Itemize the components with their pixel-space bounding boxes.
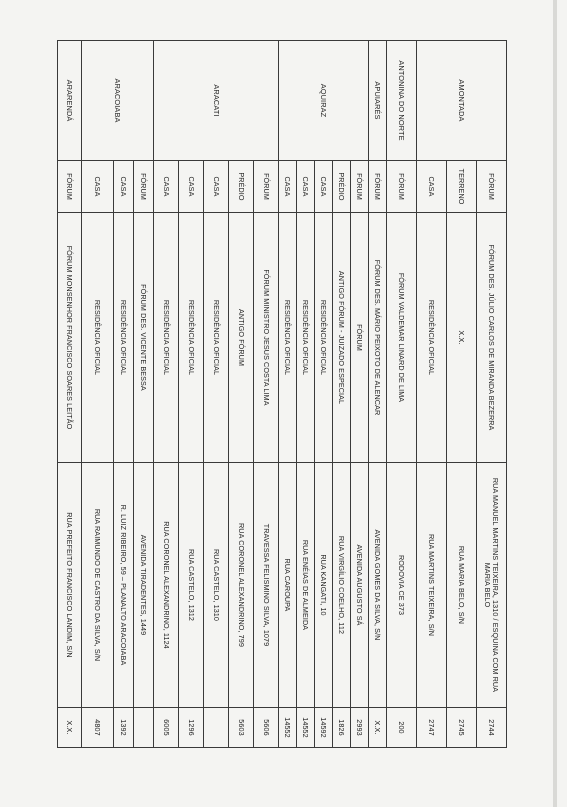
type-cell: CASA bbox=[154, 161, 179, 213]
address-cell: RUA CAROUPA bbox=[279, 463, 297, 708]
type-cell: CASA bbox=[179, 161, 204, 213]
city-cell: AQUIRAZ bbox=[279, 41, 369, 161]
type-cell: FÓRUM bbox=[387, 161, 417, 213]
address-cell: RUA CORONEL ALEXANDRINO, 799 bbox=[229, 463, 254, 708]
table-row bbox=[134, 41, 154, 748]
address-cell: R. LUIZ RIBEIRO, 59 – PLANALTO ARACOIABA bbox=[114, 463, 134, 708]
city-cell: ARACOIABA bbox=[82, 41, 154, 161]
code-cell: 4807 bbox=[82, 708, 114, 748]
name-cell: FÓRUM DES. JÚLIO CARLOS DE MIRANDA BEZERRA bbox=[477, 213, 507, 463]
address-cell: RUA MARIA BELO, S/N bbox=[447, 463, 477, 708]
type-cell: CASA bbox=[82, 161, 114, 213]
name-cell: RESIDÊNCIA OFICIAL bbox=[179, 213, 204, 463]
type-cell: CASA bbox=[204, 161, 229, 213]
type-cell: FÓRUM bbox=[477, 161, 507, 213]
type-cell: FÓRUM bbox=[351, 161, 369, 213]
rotated-scan bbox=[65, 40, 507, 747]
city-cell: APUIARÉS bbox=[369, 41, 387, 161]
name-cell: RESIDÊNCIA OFICIAL bbox=[315, 213, 333, 463]
address-cell: TRAVESSA FELISMINO SILVA, 1079 bbox=[254, 463, 279, 708]
address-cell: RUA MARTINS TEIXEIRA, S/N bbox=[417, 463, 447, 708]
name-cell: RESIDÊNCIA OFICIAL bbox=[204, 213, 229, 463]
type-cell: FÓRUM bbox=[254, 161, 279, 213]
address-cell: AVENIDA TIRADENTES, 1449 bbox=[134, 463, 154, 708]
address-cell: RUA ENÉIAS DE ALMEIDA bbox=[297, 463, 315, 708]
code-cell: 2744 bbox=[477, 708, 507, 748]
name-cell: ANTIGO FÓRUM - JUIZADO ESPECIAL bbox=[333, 213, 351, 463]
name-cell: FÓRUM VALDEMAR LINARD DE LIMA bbox=[387, 213, 417, 463]
table-row bbox=[351, 41, 369, 748]
code-cell: 200 bbox=[387, 708, 417, 748]
address-cell: RUA RAIMUNDO DE CASTRO DA SILVA, S/N bbox=[82, 463, 114, 708]
type-cell: CASA bbox=[417, 161, 447, 213]
city-cell: AMONTADA bbox=[417, 41, 507, 161]
address-cell: RUA MANUEL MARTINS TEIXEIRA, 1310 / ESQUINA COM RUA MARIA BELO bbox=[477, 463, 507, 708]
type-cell: CASA bbox=[114, 161, 134, 213]
city-cell: ARARENDÁ bbox=[58, 41, 82, 161]
table-row bbox=[477, 41, 507, 748]
code-cell: 1392 bbox=[114, 708, 134, 748]
address-cell: RUA PREFEITO FRANCISCO LANDIM, S/N bbox=[58, 463, 82, 708]
code-cell: 2747 bbox=[417, 708, 447, 748]
type-cell: FÓRUM bbox=[58, 161, 82, 213]
code-cell: 5603 bbox=[229, 708, 254, 748]
code-cell bbox=[204, 708, 229, 748]
code-cell: 1296 bbox=[179, 708, 204, 748]
type-cell: PRÉDIO bbox=[229, 161, 254, 213]
code-cell: 5606 bbox=[254, 708, 279, 748]
name-cell: FÓRUM MINISTRO JESUS COSTA LIMA bbox=[254, 213, 279, 463]
city-cell: ANTONINA DO NORTE bbox=[387, 41, 417, 161]
type-cell: PRÉDIO bbox=[333, 161, 351, 213]
address-cell: RUA CASTELO, 1312 bbox=[179, 463, 204, 708]
name-cell: FÓRUM bbox=[351, 213, 369, 463]
table-row bbox=[387, 41, 417, 748]
name-cell: FÓRUM DES. VICENTE BESSA bbox=[134, 213, 154, 463]
table-row bbox=[254, 41, 279, 748]
address-cell: RUA KANGATI, 10 bbox=[315, 463, 333, 708]
address-cell: AVENIDA AUGUSTO SÁ bbox=[351, 463, 369, 708]
address-cell: RODOVIA CE 373 bbox=[387, 463, 417, 708]
code-cell bbox=[134, 708, 154, 748]
code-cell: 2745 bbox=[447, 708, 477, 748]
type-cell: CASA bbox=[279, 161, 297, 213]
table-row bbox=[369, 41, 387, 748]
address-cell: RUA VIRGÍLIO COELHO, 112 bbox=[333, 463, 351, 708]
code-cell: 14552 bbox=[297, 708, 315, 748]
name-cell: RESIDÊNCIA OFICIAL bbox=[279, 213, 297, 463]
type-cell: CASA bbox=[315, 161, 333, 213]
table-row bbox=[58, 41, 82, 748]
name-cell: RESIDÊNCIA OFICIAL bbox=[154, 213, 179, 463]
code-cell: X.X. bbox=[369, 708, 387, 748]
address-cell: RUA CORONEL ALEXANDRINO, 1124 bbox=[154, 463, 179, 708]
code-cell: 1826 bbox=[333, 708, 351, 748]
type-cell: TERRENO bbox=[447, 161, 477, 213]
scan-page-edge bbox=[553, 0, 557, 807]
name-cell: RESIDÊNCIA OFICIAL bbox=[417, 213, 447, 463]
code-cell: 2993 bbox=[351, 708, 369, 748]
name-cell: X.X. bbox=[447, 213, 477, 463]
name-cell: RESIDÊNCIA OFICIAL bbox=[297, 213, 315, 463]
type-cell: FÓRUM bbox=[369, 161, 387, 213]
address-cell: RUA CASTELO, 1310 bbox=[204, 463, 229, 708]
code-cell: 14592 bbox=[315, 708, 333, 748]
name-cell: ANTIGO FÓRUM bbox=[229, 213, 254, 463]
code-cell: X.X. bbox=[58, 708, 82, 748]
code-cell: 6005 bbox=[154, 708, 179, 748]
type-cell: CASA bbox=[297, 161, 315, 213]
name-cell: RESIDÊNCIA OFICIAL bbox=[82, 213, 114, 463]
property-table bbox=[57, 40, 507, 748]
address-cell: AVENIDA GOMES DA SILVA, S/N bbox=[369, 463, 387, 708]
code-cell: 14552 bbox=[279, 708, 297, 748]
type-cell: FÓRUM bbox=[134, 161, 154, 213]
city-cell: ARACATI bbox=[154, 41, 279, 161]
name-cell: RESIDÊNCIA OFICIAL bbox=[114, 213, 134, 463]
name-cell: FÓRUM MONSENHOR FRANCISCO SOARES LEITÃO bbox=[58, 213, 82, 463]
name-cell: FÓRUM DES. MÁRIO PEIXOTO DE ALENCAR bbox=[369, 213, 387, 463]
